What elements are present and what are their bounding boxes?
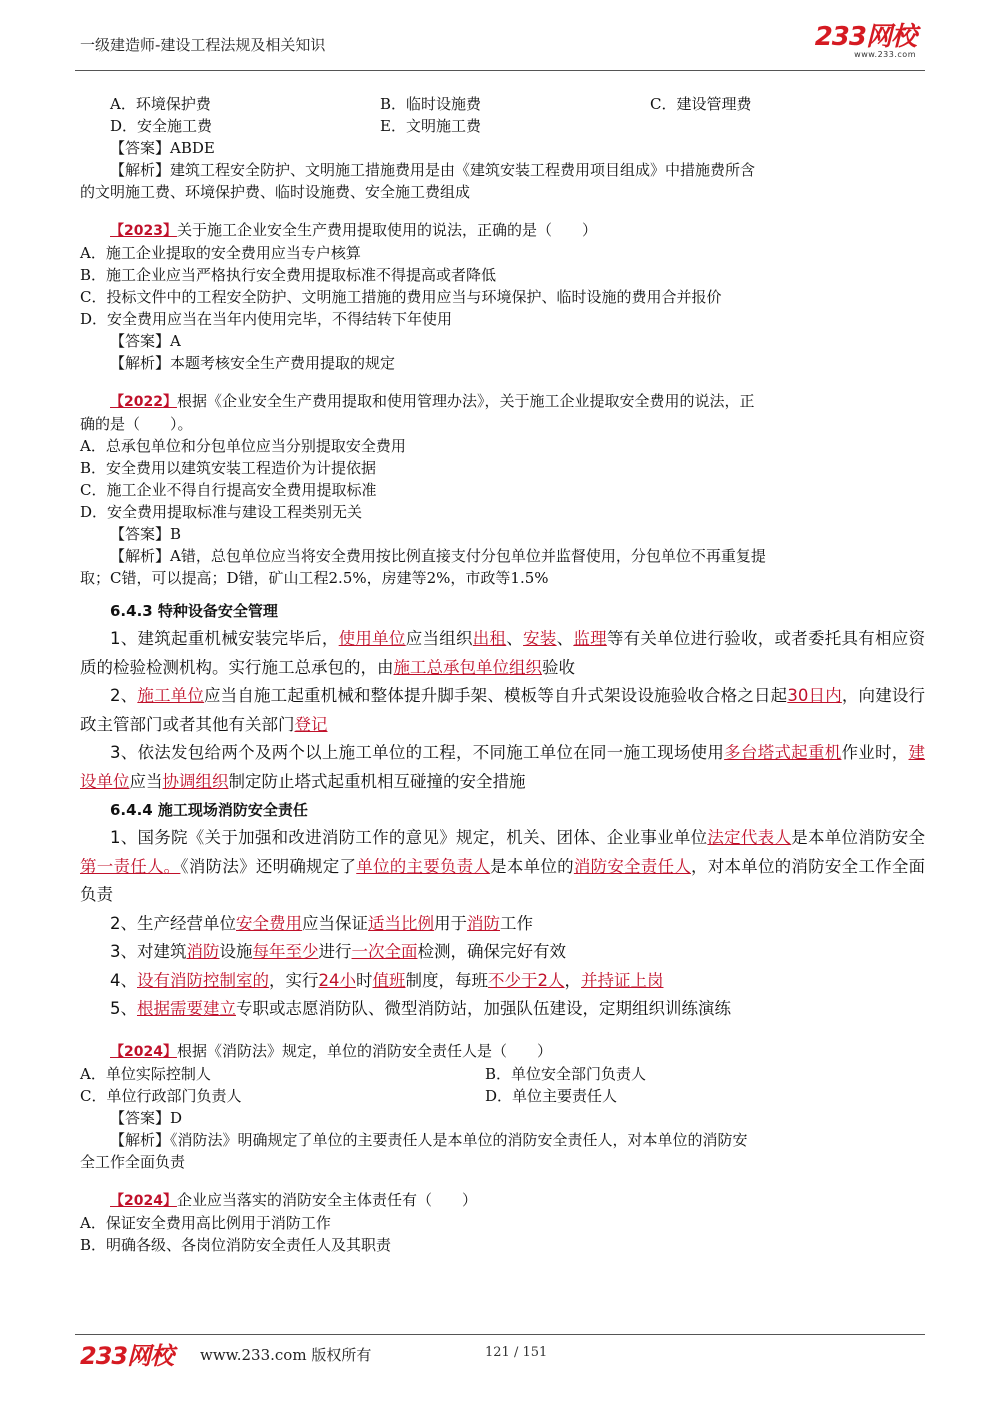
question-stem	[80, 390, 925, 413]
key-term: 第一责任人。	[80, 856, 181, 876]
option-row	[80, 93, 925, 115]
explanation: 【解析】《消防法》明确规定了单位的主要责任人是本单位的消防安全责任人，对本单位的消防安	[110, 1130, 748, 1149]
key-term: 施工单位	[137, 686, 205, 705]
option: C．建设管理费	[650, 95, 752, 113]
key-term: 出租	[472, 629, 507, 648]
paragraph: 5、根据需要建立专职或志愿消防队、微型消防站，加强队伍建设，定期组织训练演练	[110, 999, 731, 1018]
question-stem	[80, 219, 925, 242]
option: D．安全费用应当在当年内使用完毕，不得结转下年使用	[80, 310, 453, 328]
answer: 【答案】B	[110, 525, 182, 543]
stem-text: 关于施工企业安全生产费用提取使用的说法，正确的是（ ）	[176, 221, 597, 239]
key-term: 24小	[318, 970, 356, 990]
key-term: 消防	[467, 913, 500, 933]
option-row	[80, 1085, 925, 1107]
footer-logo: 233网校	[80, 1342, 174, 1370]
key-term: 安装	[523, 629, 557, 648]
footer-copyright: www.233.com 版权所有	[200, 1346, 372, 1364]
option: A．单位实际控制人	[80, 1064, 211, 1083]
option: C．投标文件中的工程安全防护、文明施工措施的费用应当与环境保护、临时设施的费用合并报价	[80, 288, 722, 306]
answer: 【答案】D	[110, 1108, 183, 1127]
option: A．总承包单位和分包单位应当分别提取安全费用	[80, 437, 406, 455]
key-term: 并持证上岗	[581, 970, 664, 990]
key-term: 根据需要建立	[137, 999, 236, 1018]
option-row	[80, 1063, 925, 1085]
option: B．单位安全部门负责人	[485, 1064, 647, 1083]
option: C．施工企业不得自行提高安全费用提取标准	[80, 481, 377, 499]
option-row	[80, 115, 925, 137]
header-divider	[75, 70, 925, 71]
question-stem	[80, 1189, 925, 1212]
key-term: 值班	[372, 970, 406, 990]
option: E．文明施工费	[380, 117, 481, 135]
option: A．施工企业提取的安全费用应当专户核算	[80, 244, 361, 262]
explanation-cont: 取；C错，可以提高；D错，矿山工程2.5%，房建等2%，市政等1.5%	[80, 569, 549, 587]
option: B．施工企业应当严格执行安全费用提取标准不得提高或者降低	[80, 266, 497, 284]
paragraph: 1、建筑起重机械安装完毕后，使用单位应当组织出租、安装、监理等有关单位进行验收，或者委托具有相应资质的检验检测机构。实行施工总承包的，由施工总承包单位组织验收	[80, 629, 926, 677]
key-term: 一次全面	[351, 942, 418, 961]
key-term: 不少于2人	[488, 970, 565, 990]
key-term: 法定代表人	[707, 828, 792, 847]
option: C．单位行政部门负责人	[80, 1086, 242, 1105]
option: A．环境保护费	[110, 95, 211, 113]
stem-text: 根据《企业安全生产费用提取和使用管理办法》，关于施工企业提取安全费用的说法，正	[176, 392, 755, 410]
key-term: 登记	[294, 714, 328, 734]
stem-text: 根据《消防法》规定，单位的消防安全责任人是（ ）	[176, 1041, 552, 1060]
explanation: 【解析】建筑工程安全防护、文明施工措施费用是由《建筑安装工程费用项目组成》中措施费所含	[110, 161, 756, 179]
paragraph: 1、国务院《关于加强和改进消防工作的意见》规定，机关、团体、企业事业单位法定代表人是本单位消防安全第一责任人。《消防法》还明确规定了单位的主要负责人是本单位的消防安全责任人，对本单位的消防安全工作全面负责	[80, 828, 926, 904]
key-term: 安全费用	[236, 913, 302, 933]
key-term: 多台塔式起重机	[724, 743, 842, 762]
key-term: 每年至少	[252, 942, 319, 961]
key-term: 消防	[186, 942, 220, 961]
key-term: 单位的主要负责人	[356, 856, 491, 876]
key-term: 适当比例	[368, 913, 434, 933]
option: D．安全施工费	[110, 117, 213, 135]
option: B．明确各级、各岗位消防安全责任人及其职责	[80, 1235, 392, 1254]
key-term: 施工总承包单位组织	[393, 657, 542, 677]
key-term: 建设单位	[80, 743, 926, 791]
paragraph: 2、生产经营单位安全费用应当保证适当比例用于消防工作	[110, 913, 533, 933]
key-term: 设有消防控制室的	[137, 970, 269, 990]
answer: 【答案】A	[110, 332, 181, 350]
answer: 【答案】ABDE	[110, 139, 215, 157]
paragraph: 3、对建筑消防设施每年至少进行一次全面检测，确保完好有效	[110, 942, 566, 961]
option: B．安全费用以建筑安装工程造价为计提依据	[80, 459, 377, 477]
key-term: 协调组织	[162, 771, 229, 791]
year-tag: 【2022】	[110, 394, 177, 410]
page-number: 121 / 151	[485, 1345, 548, 1360]
option: A．保证安全费用高比例用于消防工作	[80, 1213, 331, 1232]
section-heading: 6.4.4 施工现场消防安全责任	[110, 801, 308, 819]
document-header-title: 一级建造师-建设工程法规及相关知识	[80, 36, 326, 54]
stem-text: 企业应当落实的消防安全主体责任有（ ）	[176, 1190, 477, 1209]
logo-text: 233网校	[814, 22, 916, 52]
question-stem-cont: 确的是（ ）。	[80, 415, 193, 433]
option: B．临时设施费	[380, 95, 482, 113]
paragraph: 4、设有消防控制室的，实行24小时值班制度，每班不少于2人，并持证上岗	[110, 970, 664, 990]
option: D．单位主要责任人	[485, 1086, 618, 1105]
paragraph: 2、施工单位应当自施工起重机械和整体提升脚手架、模板等自升式架设设施验收合格之日起30日内，向建设行政主管部门或者其他有关部门登记	[80, 686, 926, 734]
key-term: 消防安全责任人	[573, 856, 691, 876]
section-heading: 6.4.3 特种设备安全管理	[110, 602, 278, 620]
explanation: 【解析】本题考核安全生产费用提取的规定	[110, 354, 396, 372]
key-term: 30日内	[787, 686, 842, 705]
key-term: 使用单位	[338, 629, 406, 648]
page-content	[80, 93, 925, 1256]
explanation-cont: 的文明施工费、环境保护费、临时设施费、安全施工费组成	[80, 183, 471, 201]
year-tag: 【2024】	[110, 1192, 177, 1209]
paragraph: 3、依法发包给两个及两个以上施工单位的工程，不同施工单位在同一施工现场使用多台塔式起重机作业时，建设单位应当协调组织制定防止塔式起重机相互碰撞的安全措施	[80, 743, 926, 791]
logo-url: www.233.com	[854, 50, 916, 59]
explanation: 【解析】A错，总包单位应当将安全费用按比例直接支付分包单位并监督使用，分包单位不再重复提	[110, 547, 766, 565]
year-tag: 【2023】	[110, 223, 177, 239]
footer-divider	[75, 1334, 925, 1335]
option: D．安全费用提取标准与建设工程类别无关	[80, 503, 363, 521]
key-term: 监理	[573, 629, 607, 648]
question-stem	[80, 1040, 925, 1063]
year-tag: 【2024】	[110, 1043, 177, 1060]
explanation-cont: 全工作全面负责	[80, 1152, 186, 1171]
brand-logo	[815, 24, 916, 59]
